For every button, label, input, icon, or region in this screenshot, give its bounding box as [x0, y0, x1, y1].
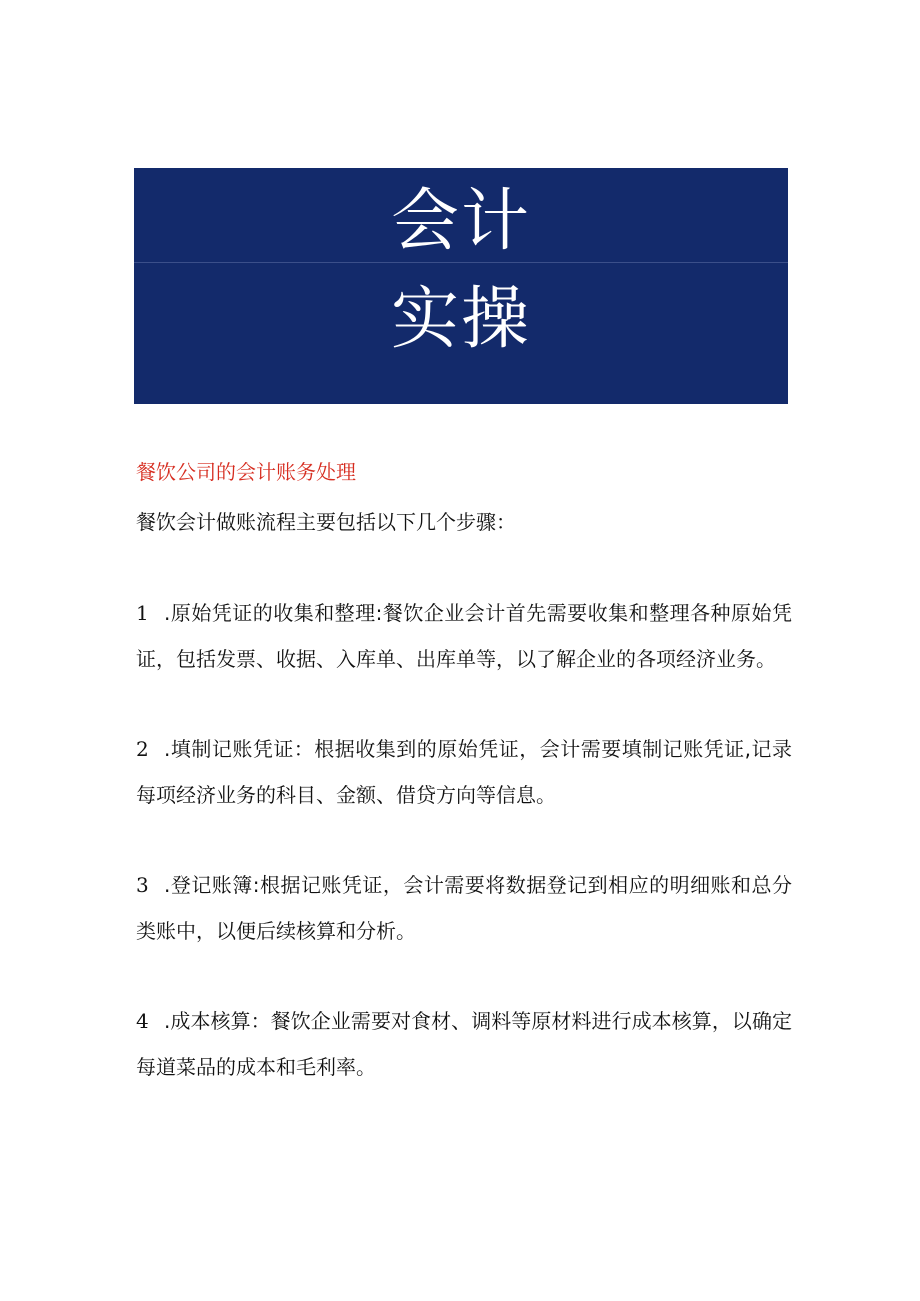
step-text: .登记账簿:根据记账凭证，会计需要将数据登记到相应的明细账和总分类账中，以便后续核算和分析。 [136, 873, 792, 943]
steps-list [136, 590, 792, 1090]
step-text: .填制记账凭证：根据收集到的原始凭证，会计需要填制记账凭证,记录每项经济业务的科目、金额、借贷方向等信息。 [136, 737, 792, 807]
title-banner [134, 168, 788, 404]
step-number: 1 [136, 601, 149, 625]
step-text: .原始凭证的收集和整理:餐饮企业会计首先需要收集和整理各种原始凭证，包括发票、收据、入库单、出库单等，以了解企业的各项经济业务。 [136, 601, 792, 671]
step-number: 4 [136, 1009, 149, 1033]
step-text: .成本核算：餐饮企业需要对食材、调料等原材料进行成本核算，以确定每道菜品的成本和毛利率。 [136, 1009, 792, 1079]
step-number: 3 [136, 873, 149, 897]
step-item [136, 998, 792, 1090]
banner-title-line-2: 实操 [390, 280, 531, 359]
step-item [136, 726, 792, 818]
step-item [136, 590, 792, 682]
banner-title-line-1: 会计 [390, 182, 531, 261]
document-body [136, 454, 792, 1134]
step-number: 2 [136, 737, 149, 761]
step-item [136, 862, 792, 954]
banner-divider [134, 262, 788, 263]
intro-paragraph: 餐饮会计做账流程主要包括以下几个步骤： [136, 510, 516, 534]
document-title: 餐饮公司的会计账务处理 [136, 460, 356, 484]
